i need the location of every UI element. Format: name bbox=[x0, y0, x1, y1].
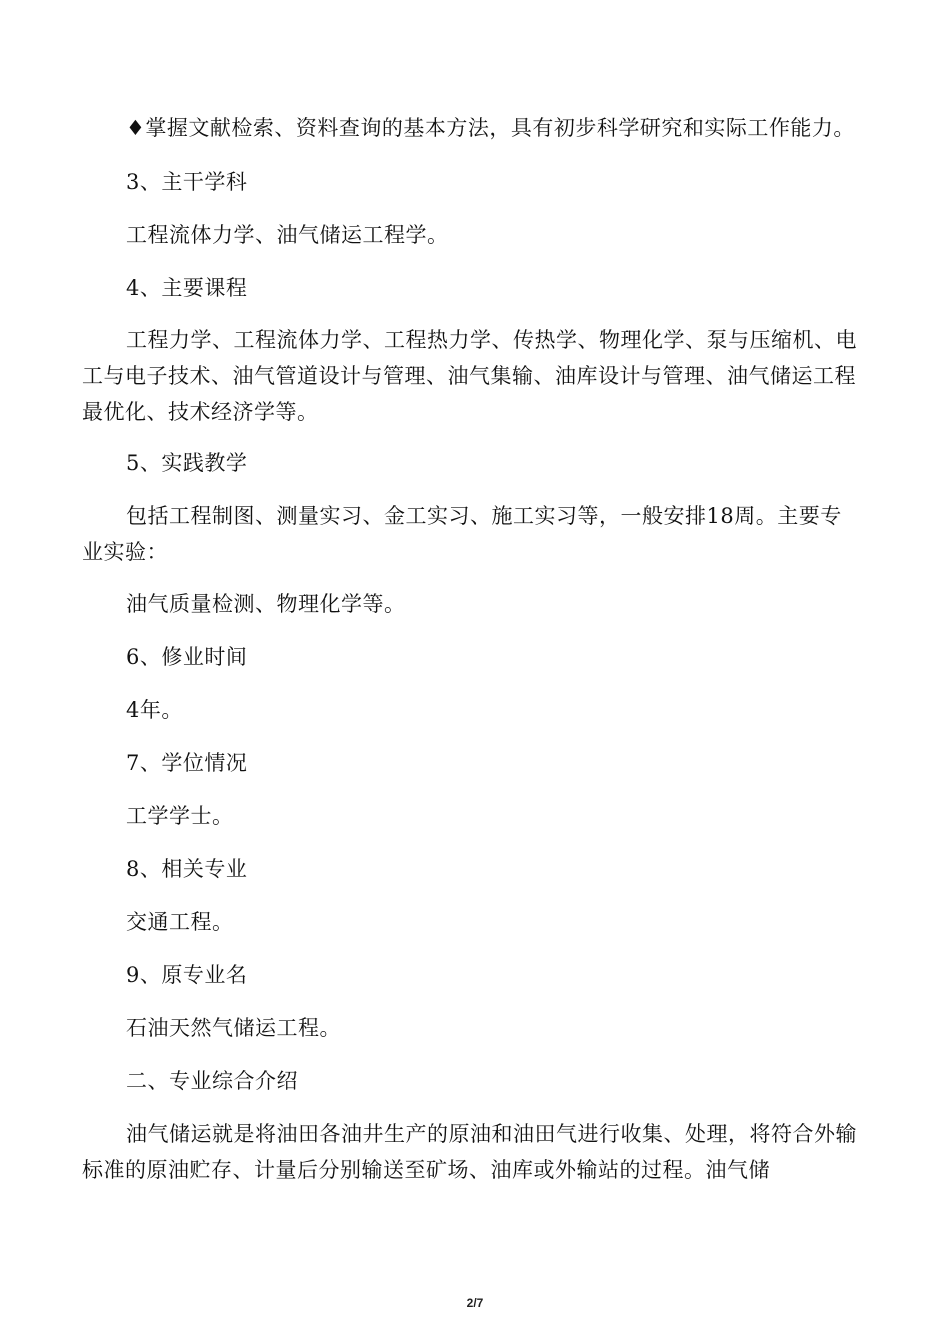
heading-former-major-name: 9、原专业名 bbox=[126, 963, 248, 987]
paragraph-degree: 工学学士。 bbox=[126, 804, 234, 828]
paragraph-related-majors: 交通工程。 bbox=[126, 910, 234, 934]
paragraph-main-disciplines: 工程流体力学、油气储运工程学。 bbox=[126, 223, 449, 247]
paragraph-main-courses: 工程力学、工程流体力学、工程热力学、传热学、物理化学、泵与压缩机、电工与电子技术、油气管道设计与管理、油气集输、油库设计与管理、油气储运工程最优化、技术经济学等。 bbox=[82, 328, 857, 424]
heading-related-majors: 8、相关专业 bbox=[126, 857, 248, 881]
paragraph-former-major-name: 石油天然气储运工程。 bbox=[126, 1016, 341, 1040]
paragraph-study-duration: 4年。 bbox=[126, 698, 183, 722]
paragraph-introduction: 油气储运就是将油田各油井生产的原油和油田气进行收集、处理，将符合外输标准的原油贮存、计量后分别输送至矿场、油库或外输站的过程。油气储 bbox=[82, 1122, 857, 1182]
paragraph-practical-teaching: 包括工程制图、测量实习、金工实习、施工实习等，一般安排18周。主要专业实验： bbox=[82, 504, 842, 564]
heading-degree: 7、学位情况 bbox=[126, 751, 248, 775]
heading-main-disciplines: 3、主干学科 bbox=[126, 170, 248, 194]
heading-main-courses: 4、主要课程 bbox=[126, 276, 248, 300]
paragraph-experiments: 油气质量检测、物理化学等。 bbox=[126, 592, 406, 616]
paragraph-literature-skills: ♦掌握文献检索、资料查询的基本方法，具有初步科学研究和实际工作能力。 bbox=[126, 116, 855, 140]
section-heading-introduction: 二、专业综合介绍 bbox=[126, 1069, 298, 1093]
heading-study-duration: 6、修业时间 bbox=[126, 645, 248, 669]
heading-practical-teaching: 5、实践教学 bbox=[126, 451, 248, 475]
page-number: 2/7 bbox=[466, 1296, 484, 1310]
